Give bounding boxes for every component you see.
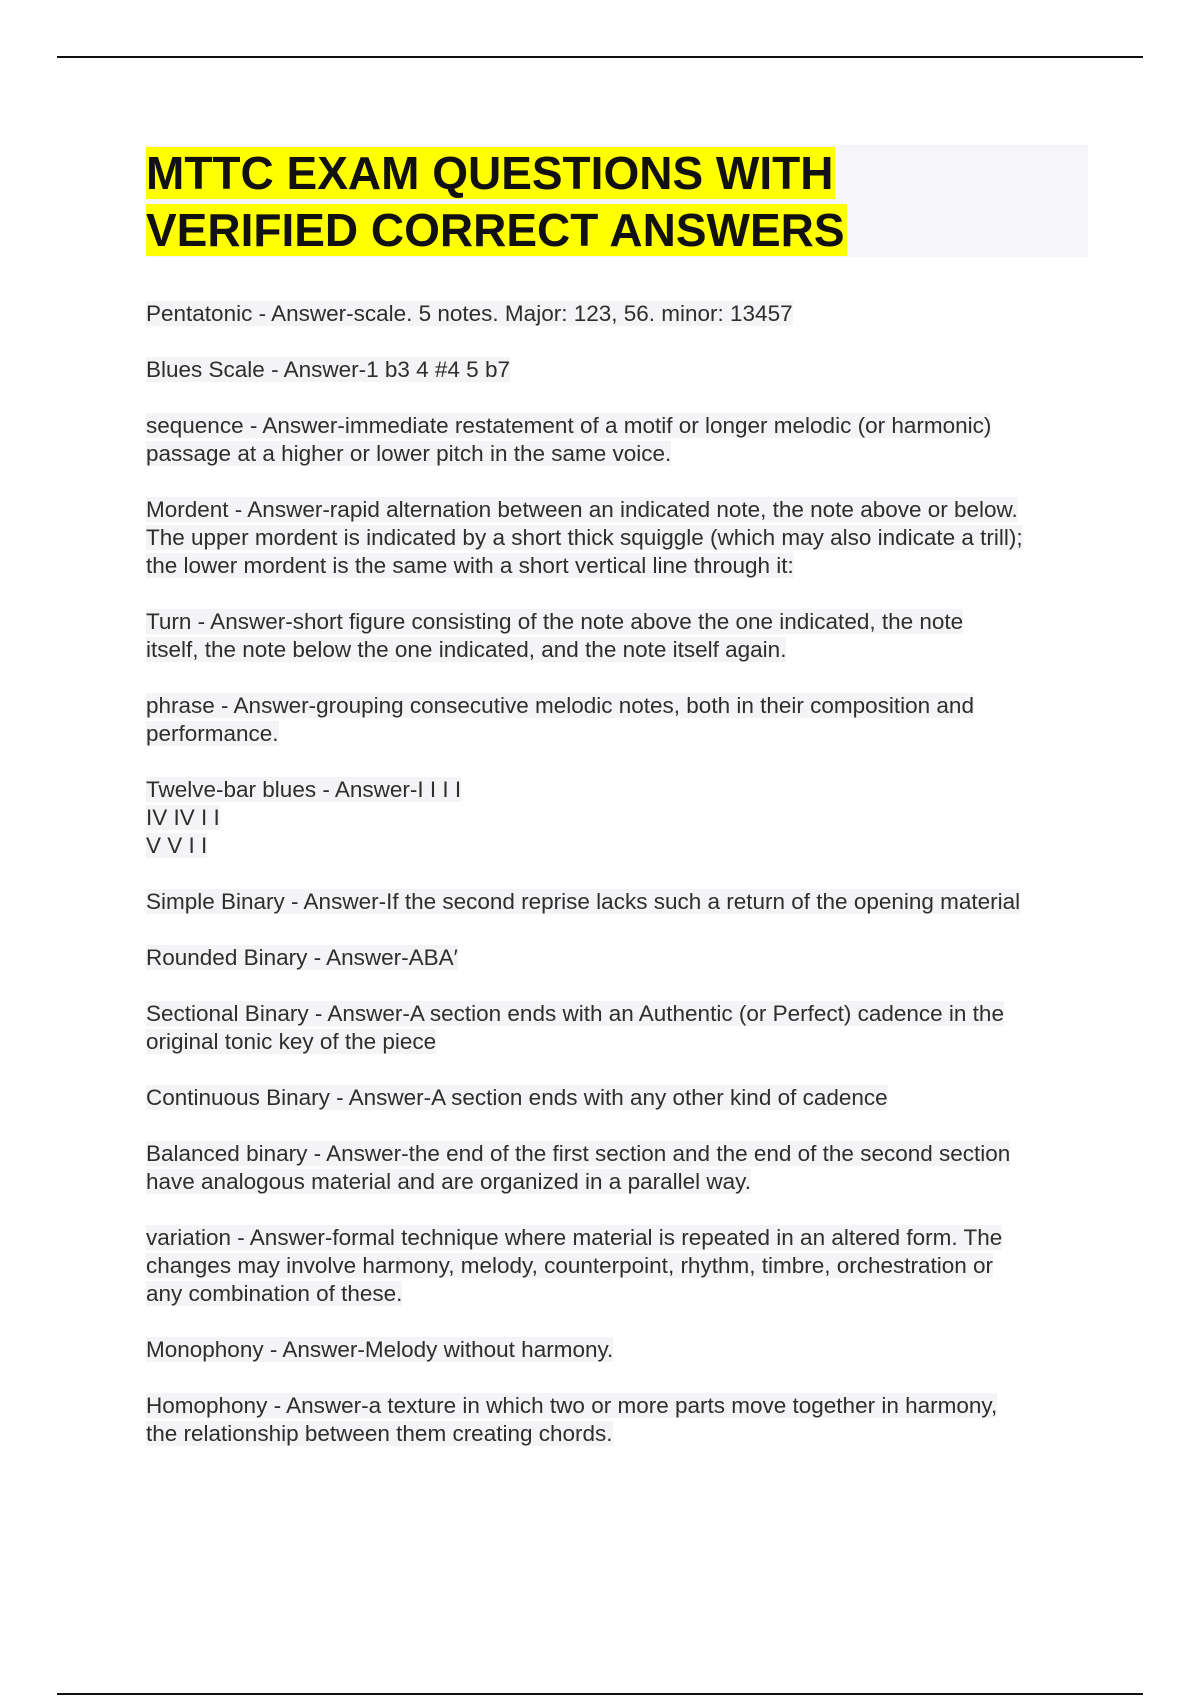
qa-entry-line <box>146 496 1091 524</box>
qa-entry <box>146 1084 1091 1112</box>
qa-entry-line <box>146 1000 1091 1028</box>
qa-entry <box>146 1392 1091 1448</box>
qa-entry-line <box>146 440 1091 468</box>
qa-entry <box>146 944 1091 972</box>
qa-entry-line <box>146 412 1091 440</box>
qa-entry-text: original tonic key of the piece <box>146 1029 437 1054</box>
qa-entry-text: Monophony - Answer-Melody without harmony. <box>146 1337 614 1362</box>
qa-entry-text: Mordent - Answer-rapid alternation between an indicated note, the note above or below. <box>146 497 1018 522</box>
qa-entry-text: Homophony - Answer-a texture in which two or more parts move together in harmony, <box>146 1393 998 1418</box>
qa-entry-line <box>146 1168 1091 1196</box>
qa-entry-line <box>146 1392 1091 1420</box>
header-rule <box>57 56 1143 58</box>
qa-entry-line <box>146 692 1091 720</box>
qa-entry <box>146 300 1091 328</box>
qa-entry-line <box>146 776 1091 804</box>
qa-entry-line <box>146 300 1091 328</box>
page-title-line: MTTC EXAM QUESTIONS WITH <box>146 147 834 199</box>
qa-entry-text: performance. <box>146 721 279 746</box>
qa-entry-text: Simple Binary - Answer-If the second reprise lacks such a return of the opening material <box>146 889 1021 914</box>
qa-entry-line <box>146 552 1091 580</box>
page-title <box>146 145 1088 259</box>
qa-entry-text: have analogous material and are organized in a parallel way. <box>146 1169 751 1194</box>
qa-entry-text: Sectional Binary - Answer-A section ends with an Authentic (or Perfect) cadence in the <box>146 1001 1004 1026</box>
qa-entry-text: Continuous Binary - Answer-A section ends with any other kind of cadence <box>146 1085 888 1110</box>
qa-entry-line <box>146 636 1091 664</box>
qa-entry-line <box>146 1224 1091 1252</box>
qa-entry-line <box>146 720 1091 748</box>
qa-entry-text: itself, the note below the one indicated, and the note itself again. <box>146 637 787 662</box>
qa-entry <box>146 496 1091 580</box>
page-title-line: VERIFIED CORRECT ANSWERS <box>146 204 845 256</box>
qa-entry-text: Turn - Answer-short figure consisting of the note above the one indicated, the note <box>146 609 964 634</box>
qa-entry-text: phrase - Answer-grouping consecutive melodic notes, both in their composition and <box>146 693 974 718</box>
qa-entry-line <box>146 832 1091 860</box>
qa-entry-text: passage at a higher or lower pitch in the same voice. <box>146 441 672 466</box>
qa-entry-line <box>146 608 1091 636</box>
qa-entry-text: IV IV I I <box>146 805 220 830</box>
qa-entry-line <box>146 944 1091 972</box>
qa-entry <box>146 888 1091 916</box>
qa-entry-text: Pentatonic - Answer-scale. 5 notes. Major: 123, 56. minor: 13457 <box>146 301 793 326</box>
qa-entry-line <box>146 1028 1091 1056</box>
qa-entry <box>146 1336 1091 1364</box>
qa-entry-text: variation - Answer-formal technique where material is repeated in an altered form. The <box>146 1225 1003 1250</box>
qa-entry-line <box>146 804 1091 832</box>
qa-entry-text: the relationship between them creating chords. <box>146 1421 613 1446</box>
qa-entry-text: any combination of these. <box>146 1281 403 1306</box>
qa-entry-text: the lower mordent is the same with a short vertical line through it: <box>146 553 794 578</box>
qa-entry-line <box>146 1336 1091 1364</box>
title-block <box>146 145 1088 257</box>
qa-entry-text: Blues Scale - Answer-1 b3 4 #4 5 b7 <box>146 357 510 382</box>
qa-entry-line <box>146 1420 1091 1448</box>
qa-entry <box>146 356 1091 384</box>
qa-entry-line <box>146 524 1091 552</box>
qa-entry-text: Rounded Binary - Answer-ABA′ <box>146 945 458 970</box>
qa-entry-text: V V I I <box>146 833 208 858</box>
qa-entry <box>146 608 1091 664</box>
qa-entry <box>146 692 1091 748</box>
qa-list <box>146 300 1091 1476</box>
qa-entry-text: Balanced binary - Answer-the end of the first section and the end of the second section <box>146 1141 1011 1166</box>
qa-entry <box>146 776 1091 860</box>
footer-rule <box>57 1693 1143 1695</box>
qa-entry-line <box>146 1252 1091 1280</box>
qa-entry-text: changes may involve harmony, melody, counterpoint, rhythm, timbre, orchestration or <box>146 1253 994 1278</box>
qa-entry-line <box>146 1280 1091 1308</box>
qa-entry-text: sequence - Answer-immediate restatement of a motif or longer melodic (or harmonic) <box>146 413 992 438</box>
qa-entry-text: The upper mordent is indicated by a short thick squiggle (which may also indicate a trill); <box>146 525 1023 550</box>
qa-entry-line <box>146 888 1091 916</box>
qa-entry-line <box>146 1084 1091 1112</box>
qa-entry <box>146 1000 1091 1056</box>
qa-entry <box>146 1140 1091 1196</box>
qa-entry-line <box>146 1140 1091 1168</box>
qa-entry-line <box>146 356 1091 384</box>
qa-entry <box>146 1224 1091 1308</box>
qa-entry-text: Twelve-bar blues - Answer-I I I I <box>146 777 462 802</box>
qa-entry <box>146 412 1091 468</box>
